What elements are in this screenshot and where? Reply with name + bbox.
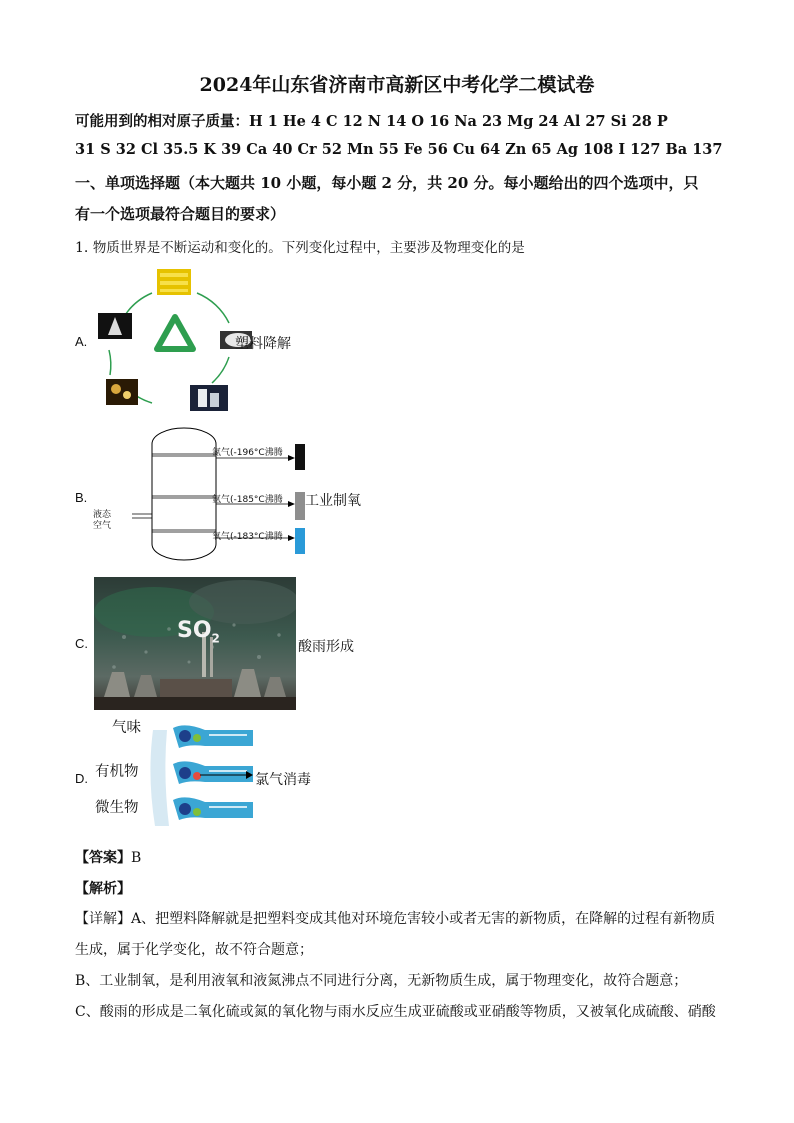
atomic-mass-line-2: 31 S 32 Cl 35.5 K 39 Ca 40 Cr 52 Mn 55 Fe 56 Cu 64 Zn 65 Ag 108 I 127 Ba 137 [75,141,723,158]
section-heading-line-1: 一、单项选择题（本大题共 10 小题，每小题 2 分，共 20 分。每小题给出的四个选项中，只 [75,174,699,192]
option-b-caption: 工业制氧 [305,493,361,509]
option-b-distillation-diagram [88,426,318,566]
option-c-label: C. [75,636,88,651]
question-text: 物质世界是不断运动和变化的。下列变化过程中，主要涉及物理变化的是 [92,240,525,256]
option-d-caption: 氯气消毒 [255,772,311,788]
detail-paragraph [75,904,720,1028]
analysis-tag: 【解析】 [75,881,131,897]
option-d-label: D. [75,771,88,786]
so2-text: SO [177,618,212,643]
option-b-gas-nitrogen: 氮气(-196°C沸腾 [212,448,283,458]
option-b-label: B. [75,490,88,505]
option-b-input-line-2: 空气 [93,521,112,531]
detail-line-2: 生成，属于化学变化，故不符合题意； [75,942,313,958]
option-a-label: A. [75,334,88,349]
option-b-gas-oxygen: 氧气(-183°C沸腾 [212,532,283,542]
option-a-recycle-image [92,265,252,415]
option-d-label-organic: 有机物 [95,764,139,780]
atomic-mass-line-1: 可能用到的相对原子质量：H 1 He 4 C 12 N 14 O 16 Na 23 Mg 24 Al 27 Si 28 P [75,113,668,130]
option-c-caption: 酸雨形成 [298,639,354,655]
question-stem [75,236,525,256]
so2-subscript: 2 [211,631,220,646]
page-title: 2024年山东省济南市高新区中考化学二模试卷 [199,74,595,96]
option-a-caption: 塑料降解 [235,336,291,352]
detail-line-3: B、工业制氧，是利用液氧和液氮沸点不同进行分离，无新物质生成，属于物理变化，故符合题意； [75,973,688,989]
option-d-label-microbe: 微生物 [95,800,139,816]
option-b-input-line-1: 液态 [93,510,112,520]
option-d-label-odor: 气味 [112,720,141,736]
detail-line-1: 【详解】A、把塑料降解就是把塑料变成其他对环境危害较小或者无害的新物质，在降解的过程有新物质 [75,911,716,927]
option-c-so2-label [177,618,220,645]
option-b-gas-argon: 氩气(-185°C沸腾 [212,495,283,505]
answer-line [75,847,141,867]
question-number: 1. [75,240,89,256]
answer-tag: 【答案】 [75,850,131,866]
option-d-arrow [200,768,255,782]
answer-value: B [131,850,142,866]
section-heading-line-2: 有一个选项最符合题目的要求） [75,205,286,223]
detail-line-4: C、酸雨的形成是二氧化硫或氮的氧化物与雨水反应生成亚硫酸或亚硝酸等物质，又被氧化成硫酸、硝酸 [75,1004,716,1020]
